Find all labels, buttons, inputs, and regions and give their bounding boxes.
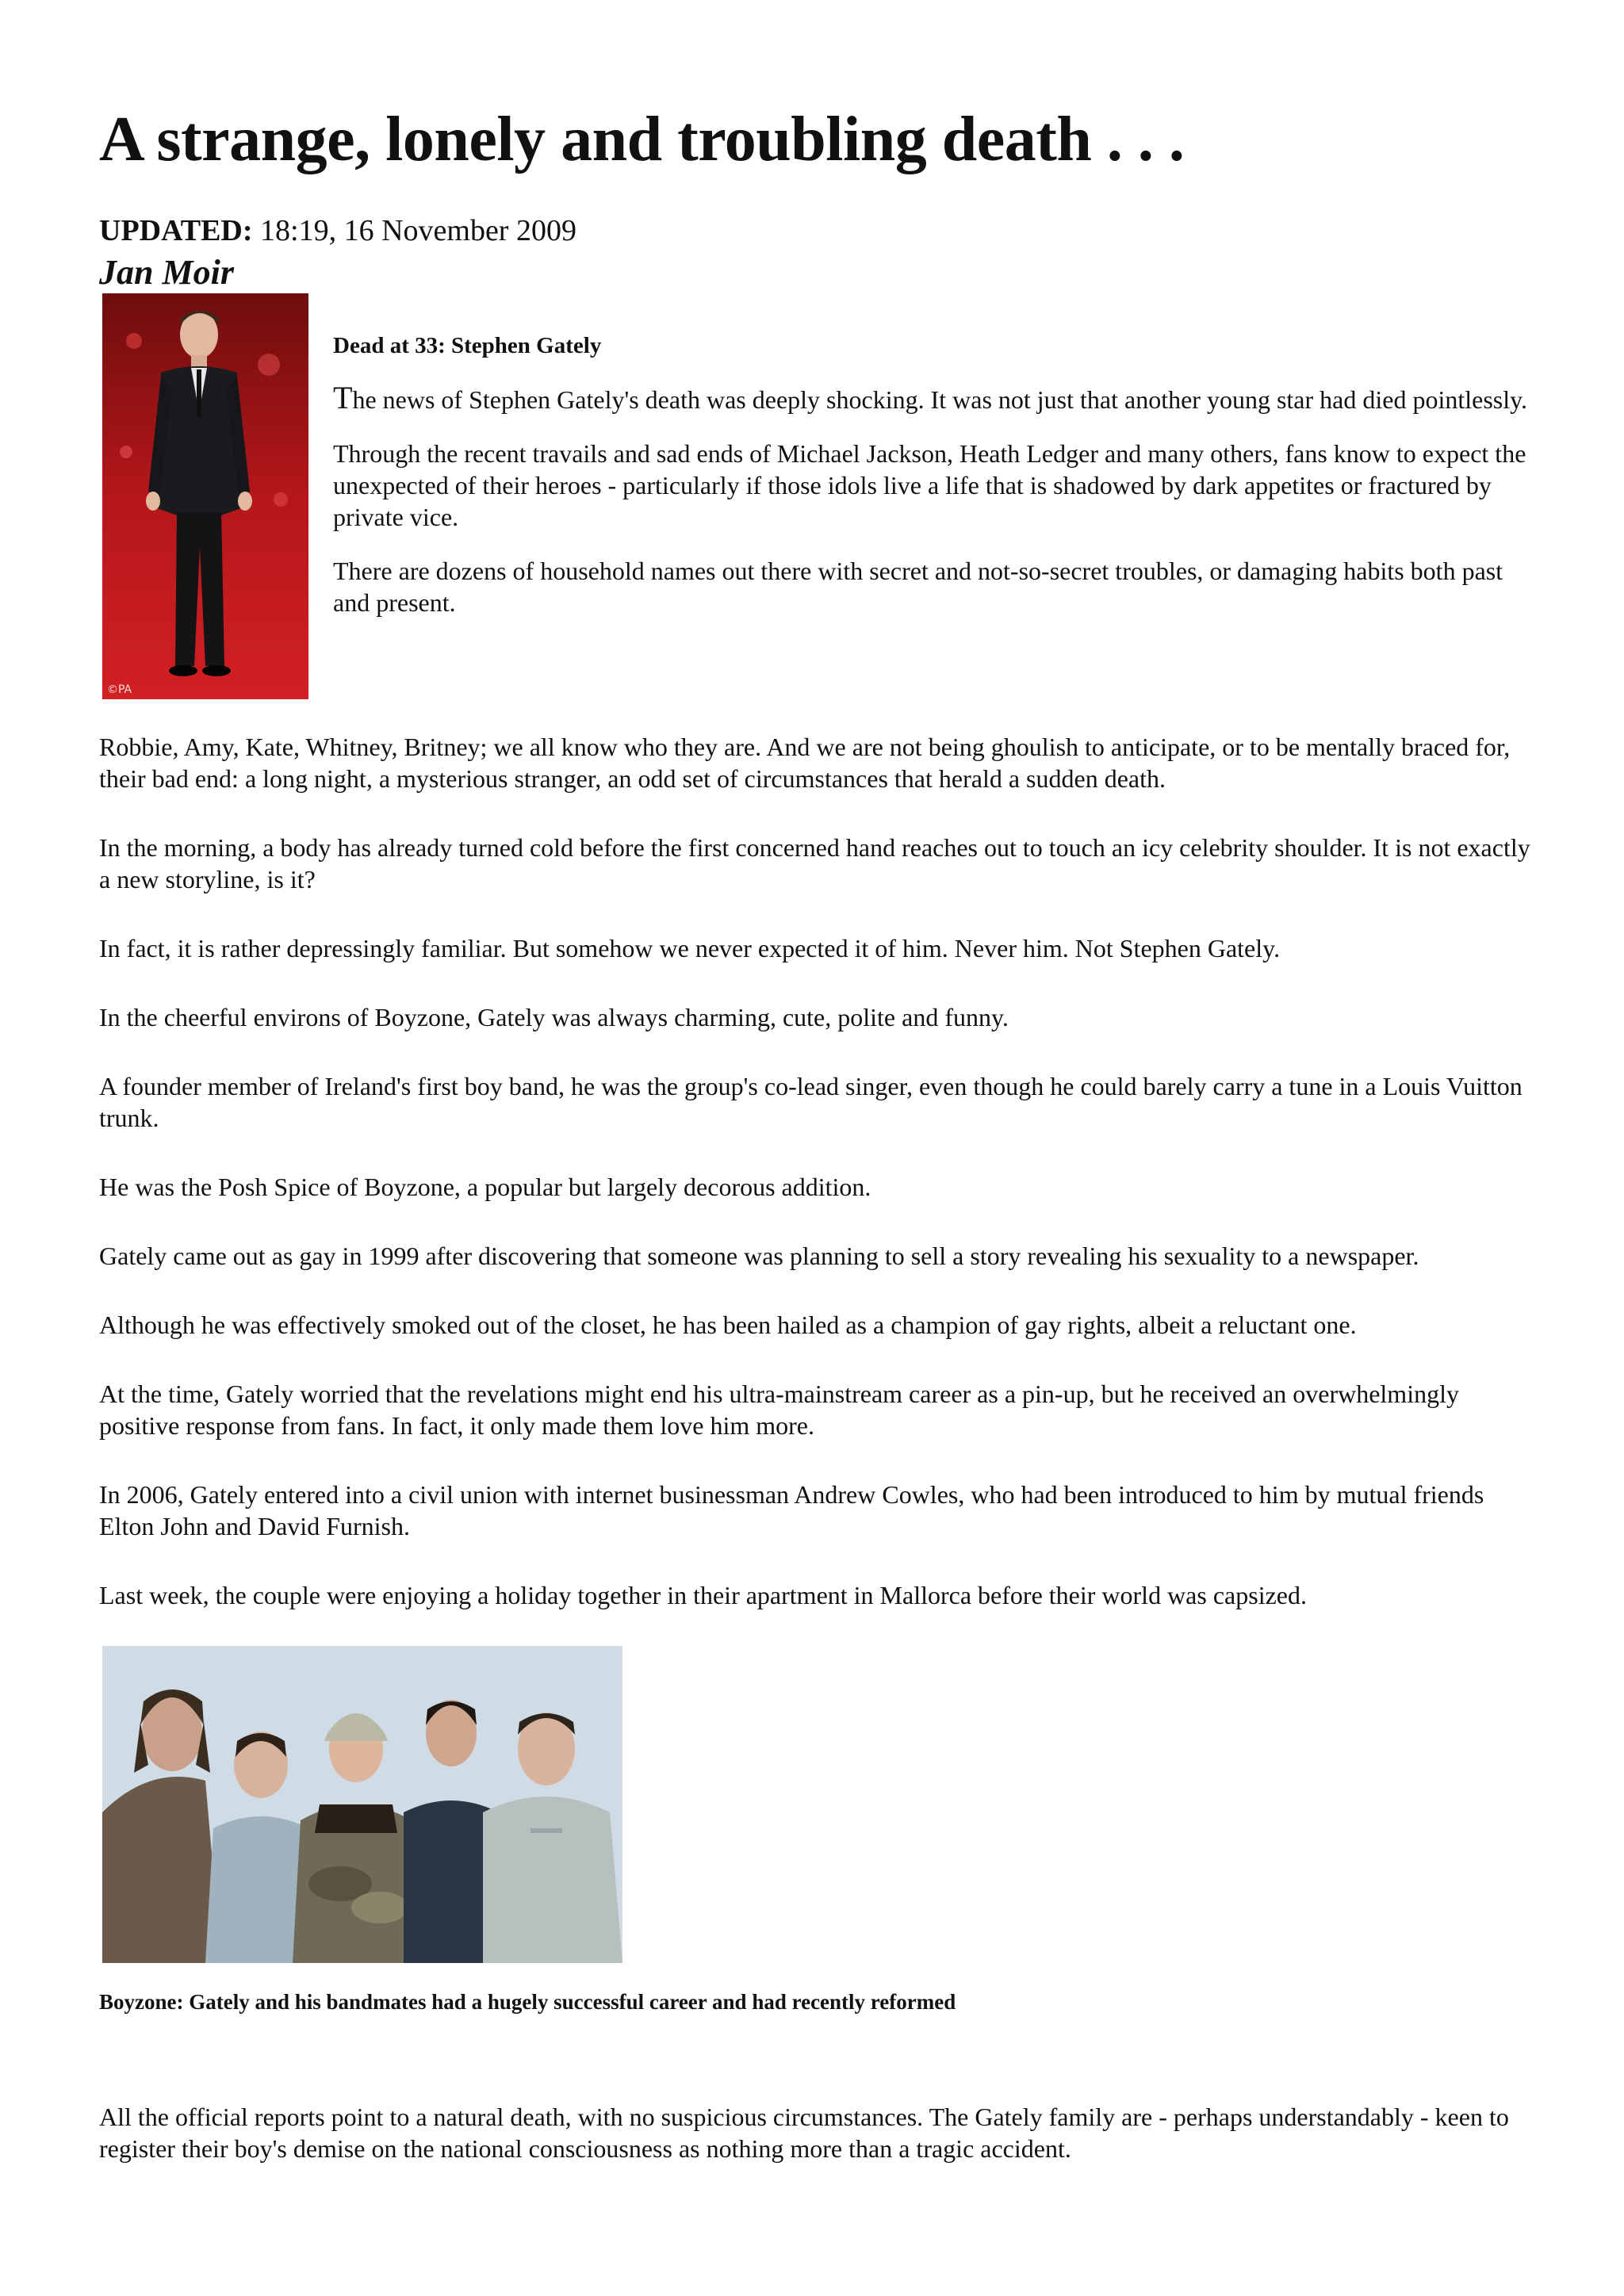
intro-paragraph bbox=[333, 382, 1534, 415]
body-paragraph: Gately came out as gay in 1999 after discovering that someone was planning to sell a story revealing his sexuality to a newspaper. bbox=[99, 1242, 1419, 1270]
body-paragraph: In the cheerful environs of Boyzone, Gately was always charming, cute, polite and funny. bbox=[99, 1003, 1009, 1031]
updated-label: UPDATED: bbox=[99, 214, 253, 247]
photo-credit: ©PA bbox=[107, 683, 132, 696]
intro-column bbox=[333, 293, 1534, 618]
body-paragraph: Last week, the couple were enjoying a holiday together in their apartment in Mallorca before their world was capsized. bbox=[99, 1581, 1307, 1609]
body-paragraph: In the morning, a body has already turned cold before the first concerned hand reaches out to touch an icy celebrity shoulder. It is not exactly a new storyline, is it? bbox=[99, 833, 1530, 894]
stephen-gately-illustration bbox=[102, 293, 308, 699]
body-paragraph: Although he was effectively smoked out of the closet, he has been hailed as a champion of gay rights, albeit a reluctant one. bbox=[99, 1311, 1357, 1339]
photo-caption-boyzone: Boyzone: Gately and his bandmates had a hugely successful career and had recently reformed bbox=[99, 1990, 956, 2014]
photo-caption-gately: Dead at 33: Stephen Gately bbox=[333, 333, 602, 358]
body-paragraph: In fact, it is rather depressingly familiar. But somehow we never expected it of him. Never him. Not Stephen Gately. bbox=[99, 934, 1281, 962]
body-paragraph: In 2006, Gately entered into a civil union with internet businessman Andrew Cowles, who had been introduced to him by mutual friends Elton John and David Furnish. bbox=[99, 1480, 1484, 1540]
drop-cap: T bbox=[333, 380, 353, 415]
updated-value: 18:19, 16 November 2009 bbox=[260, 214, 576, 247]
body-paragraph: All the official reports point to a natural death, with no suspicious circumstances. The Gately family are - perhaps understandably - keen to register their boy's demise on the national consciousness as nothing more than a tragic accident. bbox=[99, 2103, 1509, 2163]
article-headline: A strange, lonely and troubling death . . . bbox=[99, 105, 1185, 174]
article-body-continued bbox=[99, 2101, 1534, 2164]
body-paragraph: At the time, Gately worried that the revelations might end his ultra-mainstream career as a pin-up, but he received an overwhelmingly positive response from fans. In fact, it only made them love him more. bbox=[99, 1380, 1459, 1440]
body-paragraph: He was the Posh Spice of Boyzone, a popular but largely decorous addition. bbox=[99, 1173, 871, 1201]
author-byline: Jan Moir bbox=[99, 253, 234, 292]
intro-paragraph: Through the recent travails and sad ends of Michael Jackson, Heath Ledger and many others, fans know to expect the unexpected of their heroes - particularly if those idols live a life that is shadowed by dark appetites or fractured by private vice. bbox=[333, 439, 1526, 531]
stephen-gately-photo bbox=[102, 293, 308, 699]
intro-paragraph: There are dozens of household names out there with secret and not-so-secret troubles, or damaging habits both past and present. bbox=[333, 557, 1503, 617]
body-paragraph: A founder member of Ireland's first boy band, he was the group's co-lead singer, even though he could barely carry a tune in a Louis Vuitton trunk. bbox=[99, 1072, 1522, 1132]
intro-paragraph-text: he news of Stephen Gately's death was deeply shocking. It was not just that another young star had died pointlessly. bbox=[352, 385, 1528, 414]
boyzone-photo bbox=[102, 1646, 622, 1963]
article-body bbox=[99, 731, 1534, 1648]
updated-timestamp bbox=[99, 212, 576, 249]
boyzone-illustration bbox=[102, 1646, 622, 1963]
body-paragraph: Robbie, Amy, Kate, Whitney, Britney; we all know who they are. And we are not being ghoulish to anticipate, or to be mentally braced for, their bad end: a long night, a mysterious stranger, an odd set of circumstances that herald a sudden death. bbox=[99, 733, 1511, 793]
